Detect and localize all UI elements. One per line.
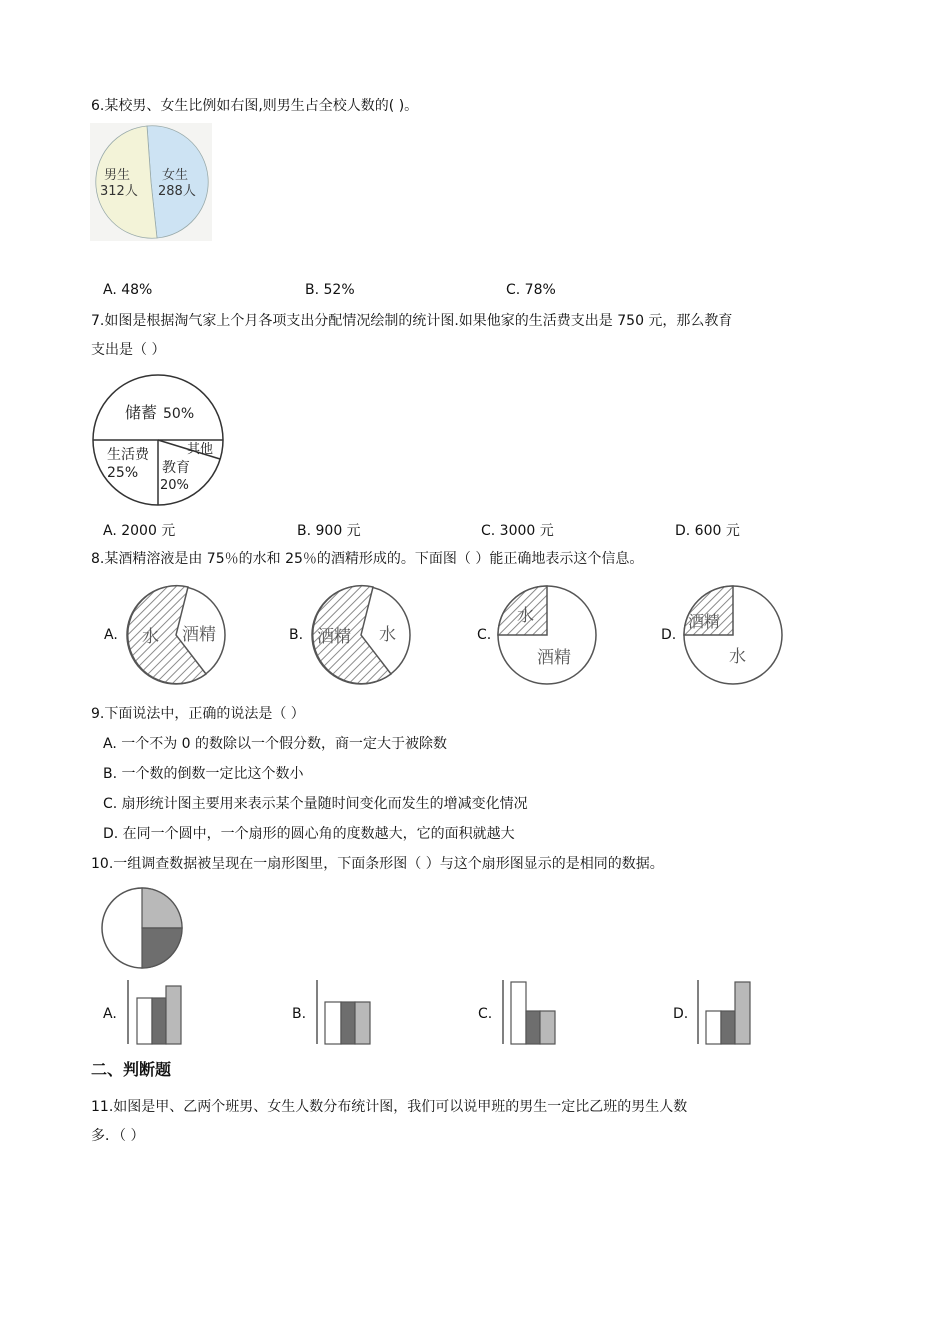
q7-pct-savings: 50% <box>163 406 195 422</box>
q10-option-a[interactable]: A. <box>103 1006 117 1022</box>
q10-bar-d[interactable] <box>696 980 758 1046</box>
q7-stem-line1: 7.如图是根据淘气家上个月各项支出分配情况绘制的统计图.如果他家的生活费支出是 750 元，那么教育 <box>91 313 733 329</box>
q8-option-a[interactable]: A. <box>104 627 118 643</box>
q6-value-male: 312人 <box>100 184 138 199</box>
q8a-label-water: 水 <box>142 627 159 647</box>
q10-stem: 10.一组调查数据被呈现在一扇形图里，下面条形图（ ）与这个扇形图显示的是相同的数据。 <box>91 856 664 872</box>
q7-label-living: 生活费 <box>107 447 149 463</box>
q7-option-c[interactable]: C. 3000 元 <box>481 523 554 539</box>
q9-option-a[interactable]: A. 一个不为 0 的数除以一个假分数，商一定大于被除数 <box>103 736 448 752</box>
q8c-label-alcohol: 酒精 <box>537 648 571 668</box>
q7-option-b[interactable]: B. 900 元 <box>297 523 361 539</box>
q8-option-c[interactable]: C. <box>477 627 492 643</box>
q9-option-c[interactable]: C. 扇形统计图主要用来表示某个量随时间变化而发生的增减变化情况 <box>103 796 528 812</box>
q7-label-edu: 教育 <box>162 460 190 476</box>
q7-option-a[interactable]: A. 2000 元 <box>103 523 176 539</box>
q6-option-c[interactable]: C. 78% <box>506 282 556 298</box>
q10-option-c[interactable]: C. <box>478 1006 493 1022</box>
q10a-bar-white <box>137 998 152 1044</box>
q10-option-d[interactable]: D. <box>673 1006 689 1022</box>
q10b-bar-light <box>355 1002 370 1044</box>
q9-option-d[interactable]: D. 在同一个圆中，一个扇形的圆心角的度数越大，它的面积就越大 <box>103 826 515 842</box>
q8b-label-alcohol: 酒精 <box>317 627 351 647</box>
q8c-label-water: 水 <box>517 606 534 626</box>
q7-option-d[interactable]: D. 600 元 <box>675 523 740 539</box>
q10a-bar-light <box>166 986 181 1044</box>
q8-pie-c[interactable] <box>497 585 597 685</box>
q6-option-b[interactable]: B. 52% <box>305 282 355 298</box>
section-title: 二、判断题 <box>91 1060 172 1079</box>
q7-label-savings: 储蓄 <box>125 403 158 422</box>
q8-option-b[interactable]: B. <box>289 627 304 643</box>
q8-stem: 8.某酒精溶液是由 75％的水和 25％的酒精形成的。下面图（ ）能正确地表示这个信息。 <box>91 551 644 567</box>
q10c-bar-white <box>511 982 526 1044</box>
q10-option-b[interactable]: B. <box>292 1006 307 1022</box>
q10-slice-dark <box>142 928 182 968</box>
q6-stem: 6.某校男、女生比例如右图,则男生占全校人数的( )。 <box>91 98 419 114</box>
q10c-bar-light <box>540 1011 555 1044</box>
q10-pie-chart <box>100 886 184 970</box>
q8-pie-a[interactable] <box>126 585 226 685</box>
q6-pie-svg <box>90 123 212 241</box>
q8-pie-d[interactable] <box>683 585 783 685</box>
q6-label-female: 女生 <box>162 168 189 183</box>
q8a-label-alcohol: 酒精 <box>182 625 216 645</box>
q10-bar-a[interactable] <box>126 980 188 1046</box>
q8-pie-b[interactable] <box>311 585 411 685</box>
q7-pct-edu: 20% <box>160 478 189 493</box>
q10c-bar-dark <box>526 1011 540 1044</box>
q8-option-d[interactable]: D. <box>661 627 677 643</box>
q7-pct-living: 25% <box>107 465 139 481</box>
q11-stem-line2: 多．（ ） <box>91 1128 145 1144</box>
q6-value-female: 288人 <box>158 184 196 199</box>
q10a-bar-dark <box>152 998 166 1044</box>
q6-pie-chart <box>90 123 212 241</box>
q8b-label-water: 水 <box>379 625 396 645</box>
q10d-bar-dark <box>721 1011 735 1044</box>
q9-stem: 9.下面说法中，正确的说法是（ ） <box>91 706 305 722</box>
q7-label-other: 其他 <box>187 442 214 457</box>
q7-pie-svg <box>91 373 225 507</box>
q11-stem-line1: 11.如图是甲、乙两个班男、女生人数分布统计图，我们可以说甲班的男生一定比乙班的男生人数 <box>91 1099 688 1115</box>
q10b-bar-white <box>325 1002 341 1044</box>
q7-stem-line2: 支出是（ ） <box>91 342 166 358</box>
q10-bar-c[interactable] <box>501 980 563 1046</box>
q8d-label-water: 水 <box>729 647 746 667</box>
q10b-bar-dark <box>341 1002 355 1044</box>
q6-label-male: 男生 <box>104 168 131 183</box>
q6-option-a[interactable]: A. 48% <box>103 282 153 298</box>
q10d-bar-white <box>706 1011 721 1044</box>
q10-bar-b[interactable] <box>315 980 377 1046</box>
q7-pie-chart <box>91 373 225 507</box>
q10-slice-light <box>142 888 182 928</box>
q10d-bar-light <box>735 982 750 1044</box>
q8d-label-alcohol: 酒精 <box>688 612 721 631</box>
q9-option-b[interactable]: B. 一个数的倒数一定比这个数小 <box>103 766 304 782</box>
